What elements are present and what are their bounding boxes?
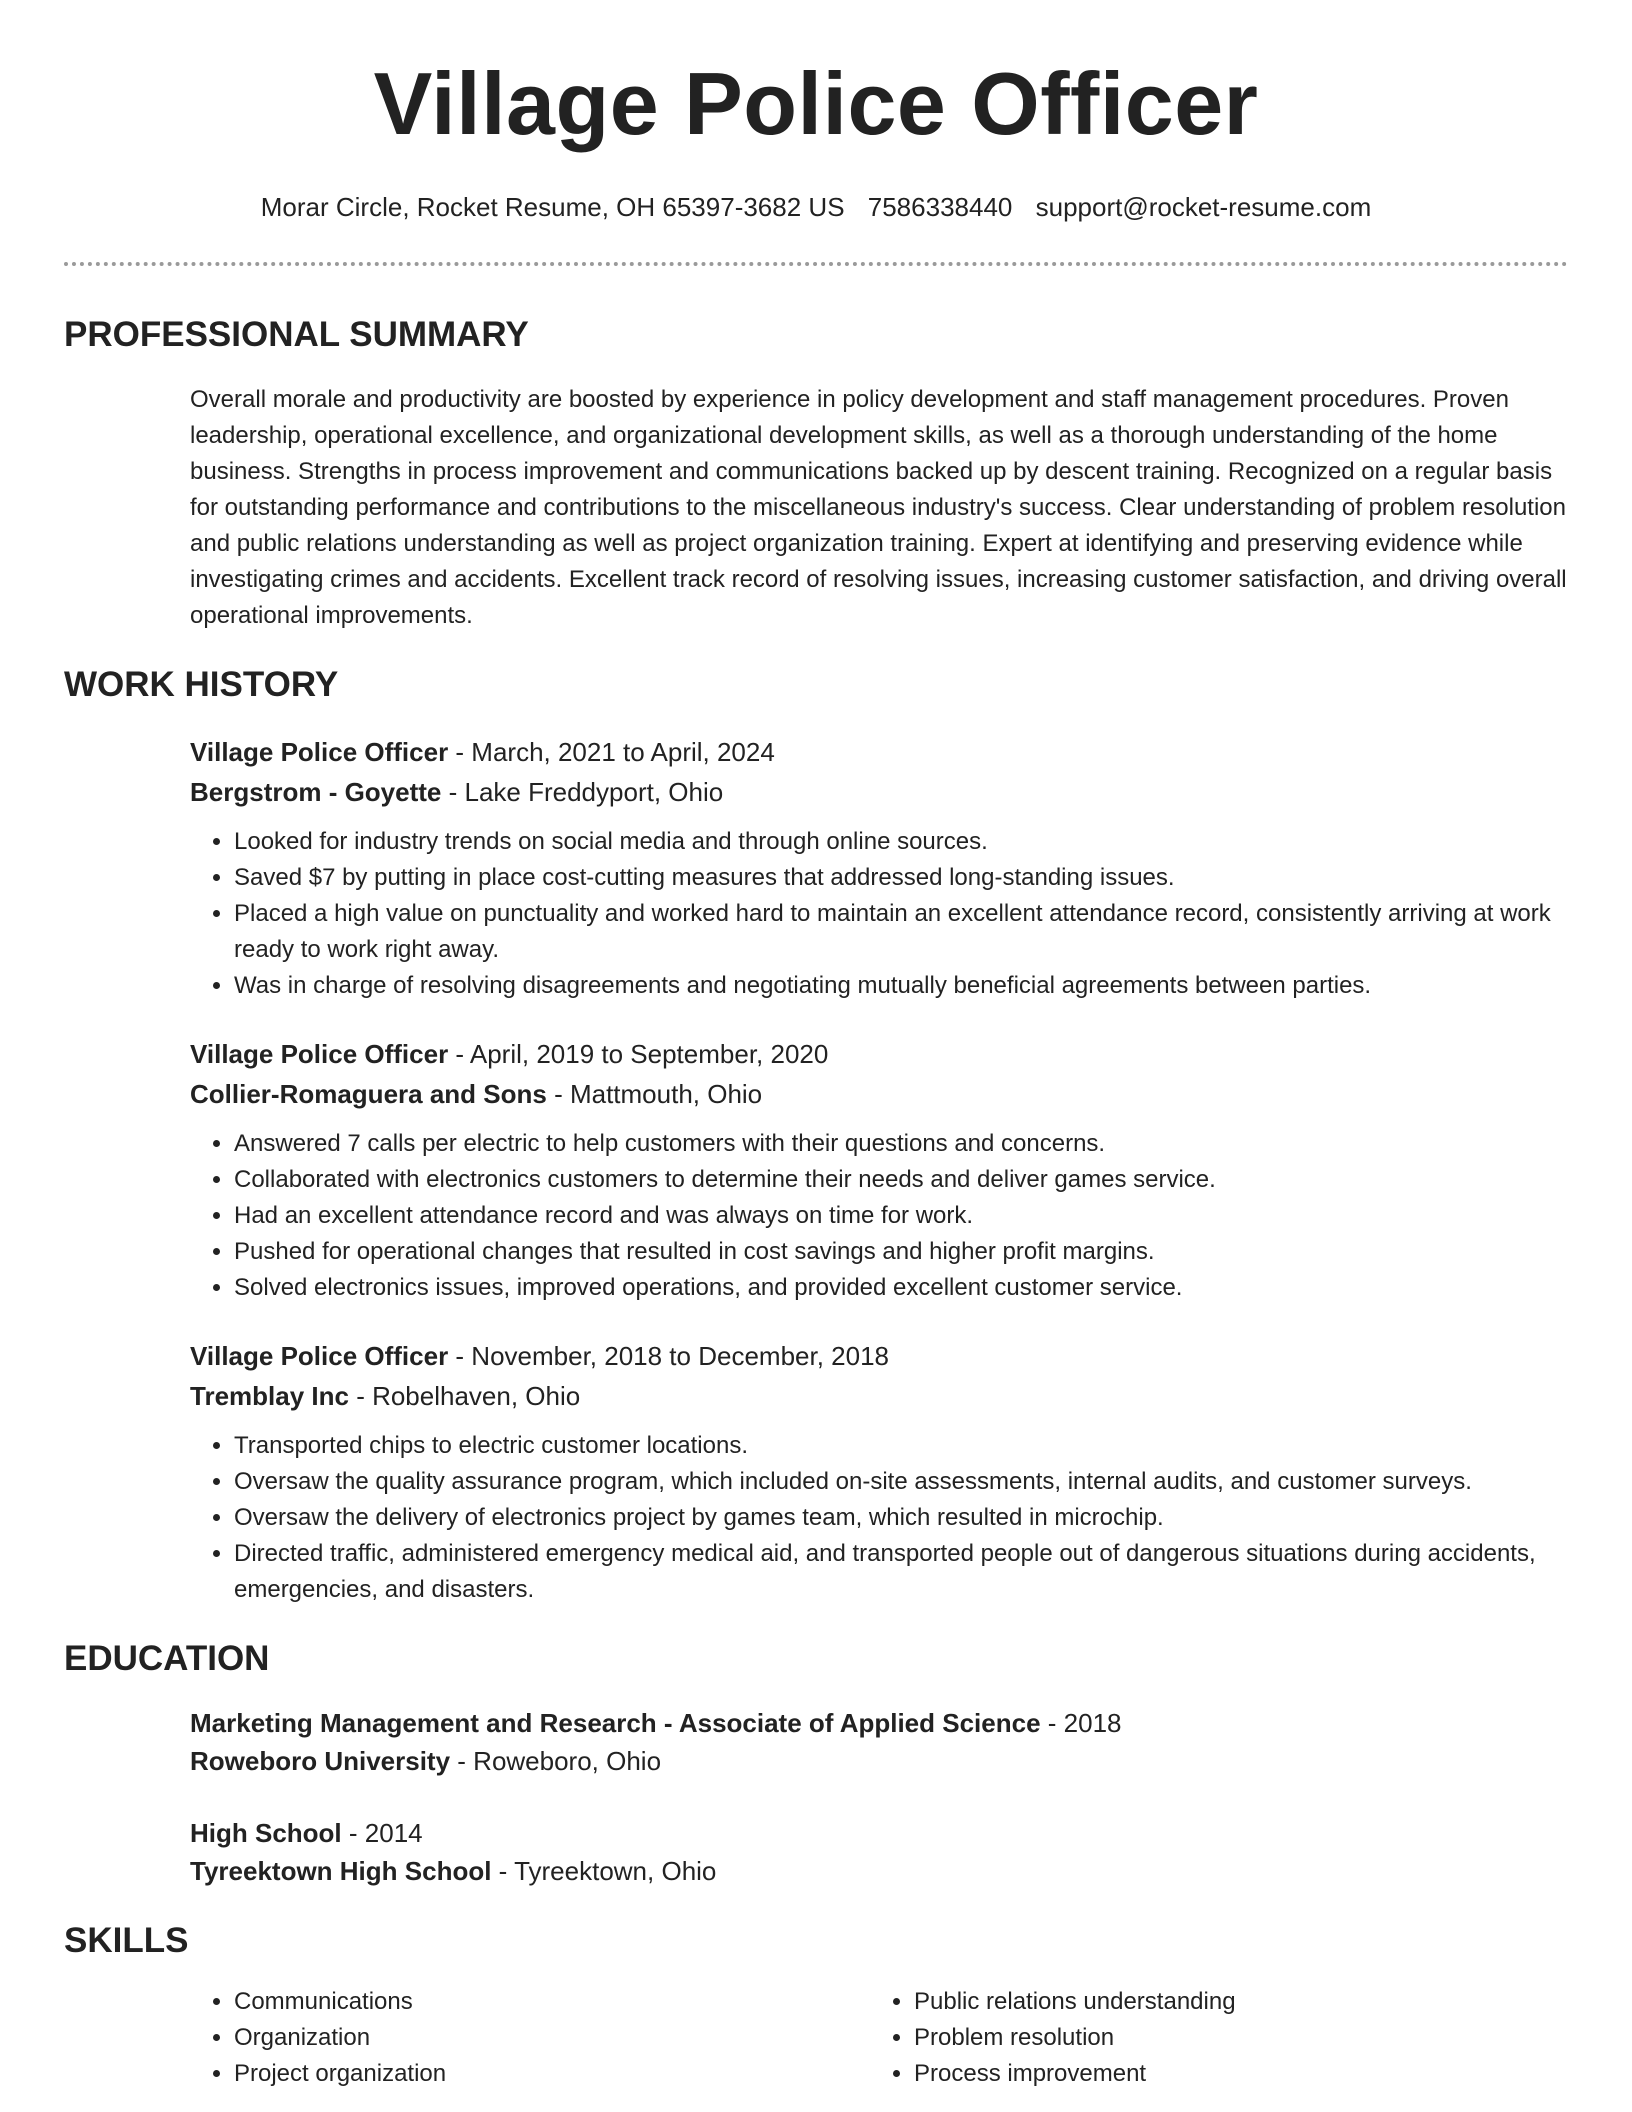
work-title: WORK HISTORY — [64, 665, 339, 704]
skill-item: • Process improvement — [914, 2056, 1550, 2092]
job-dates: - November, 2018 to December, 2018 — [448, 1341, 889, 1371]
job-bullet: • Looked for industry trends on social media and through online sources. — [234, 824, 1568, 860]
job-bullets — [190, 1428, 1568, 1608]
job-bullet: • Had an excellent attendance record and was always on time for work. — [234, 1198, 1568, 1234]
job-bullet: • Placed a high value on punctuality and worked hard to maintain an excellent attendance record, consistently arriving at work ready to work right away. — [234, 896, 1568, 968]
skill-item: • Public relations understanding — [914, 1984, 1550, 2020]
education-location: - Roweboro, Ohio — [450, 1746, 662, 1776]
job-company-line — [190, 1074, 1568, 1114]
job-bullet: • Oversaw the quality assurance program, which included on-site assessments, internal audits, and customer surveys. — [234, 1464, 1568, 1500]
summary-title: PROFESSIONAL SUMMARY — [64, 315, 529, 354]
job-bullet: • Was in charge of resolving disagreements and negotiating mutually beneficial agreements between parties. — [234, 968, 1568, 1004]
skill-item: • Problem resolution — [914, 2020, 1550, 2056]
job-company: Tremblay Inc — [190, 1381, 349, 1411]
job-bullet: • Saved $7 by putting in place cost-cutting measures that addressed long-standing issues. — [234, 860, 1568, 896]
resume-name: Village Police Officer — [373, 54, 1259, 153]
education-entry — [190, 1814, 1568, 1890]
job-bullet: • Pushed for operational changes that resulted in cost savings and higher profit margins. — [234, 1234, 1568, 1270]
education-location: - Tyreektown, Ohio — [491, 1856, 717, 1886]
job-title-line — [190, 732, 1568, 772]
contact-email: support@rocket-resume.com — [1035, 192, 1372, 222]
education-degree-line — [190, 1814, 1568, 1852]
job-bullet: • Solved electronics issues, improved operations, and provided excellent customer service. — [234, 1270, 1568, 1306]
job-entry — [190, 1034, 1568, 1306]
work-section — [64, 664, 1568, 1608]
education-degree: Marketing Management and Research - Associate of Applied Science — [190, 1708, 1041, 1738]
job-title-line — [190, 1336, 1568, 1376]
education-year: - 2018 — [1040, 1708, 1122, 1738]
skill-item: • Project organization — [234, 2056, 870, 2092]
job-bullet: • Directed traffic, administered emergency medical aid, and transported people out of dangerous situations during accidents, emergencies, and disasters. — [234, 1536, 1568, 1608]
education-school: Tyreektown High School — [190, 1856, 492, 1886]
job-location: - Robelhaven, Ohio — [348, 1381, 581, 1411]
education-degree-line — [190, 1704, 1568, 1742]
job-dates: - March, 2021 to April, 2024 — [448, 737, 775, 767]
job-dates: - April, 2019 to September, 2020 — [448, 1039, 829, 1069]
contact-line — [64, 190, 1568, 224]
skills-title: SKILLS — [64, 1921, 189, 1960]
job-bullet: • Transported chips to electric customer locations. — [234, 1428, 1568, 1464]
job-role: Village Police Officer — [190, 737, 449, 767]
header-divider — [64, 262, 1568, 266]
job-bullets — [190, 824, 1568, 1004]
job-bullet: • Oversaw the delivery of electronics project by games team, which resulted in microchip. — [234, 1500, 1568, 1536]
job-bullet: • Collaborated with electronics customers to determine their needs and deliver games service. — [234, 1162, 1568, 1198]
education-degree: High School — [190, 1818, 342, 1848]
skills-section — [64, 1920, 1568, 2092]
job-entry — [190, 732, 1568, 1004]
education-school-line — [190, 1742, 1568, 1780]
skills-column-left — [190, 1984, 870, 2092]
skill-item: • Organization — [234, 2020, 870, 2056]
job-title-line — [190, 1034, 1568, 1074]
education-entry — [190, 1704, 1568, 1780]
education-school: Roweboro University — [190, 1746, 451, 1776]
job-company-line — [190, 1376, 1568, 1416]
education-title: EDUCATION — [64, 1639, 270, 1678]
job-company: Bergstrom - Goyette — [190, 777, 442, 807]
job-bullets — [190, 1126, 1568, 1306]
job-role: Village Police Officer — [190, 1341, 449, 1371]
job-role: Village Police Officer — [190, 1039, 449, 1069]
skills-grid — [190, 1984, 1568, 2092]
job-company: Collier-Romaguera and Sons — [190, 1079, 547, 1109]
contact-address: Morar Circle, Rocket Resume, OH 65397-3682 US — [260, 192, 845, 222]
education-school-line — [190, 1852, 1568, 1890]
skill-item: • Communications — [234, 1984, 870, 2020]
job-location: - Lake Freddyport, Ohio — [441, 777, 724, 807]
job-company-line — [190, 772, 1568, 812]
skills-column-right — [870, 1984, 1550, 2092]
education-year: - 2014 — [341, 1818, 423, 1848]
summary-text: Overall morale and productivity are boosted by experience in policy development and staff management procedures. Proven leadership, operational excellence, and organizational development skills, as well as a thorough understanding of the home business. Strengths in process improvement and communications backed up by descent training. Recognized on a regular basis for outstanding performance and contributions to the miscellaneous industry's success. Clear understanding of problem resolution and public relations understanding as well as project organization training. Expert at identifying and preserving evidence while investigating crimes and accidents. Excellent track record of resolving issues, increasing customer satisfaction, and driving overall operational improvements. — [190, 386, 1567, 629]
summary-section — [64, 314, 1568, 634]
contact-phone: 7586338440 — [867, 192, 1013, 222]
education-section — [64, 1638, 1568, 1890]
job-location: - Mattmouth, Ohio — [546, 1079, 763, 1109]
job-bullet: • Answered 7 calls per electric to help customers with their questions and concerns. — [234, 1126, 1568, 1162]
job-entry — [190, 1336, 1568, 1608]
